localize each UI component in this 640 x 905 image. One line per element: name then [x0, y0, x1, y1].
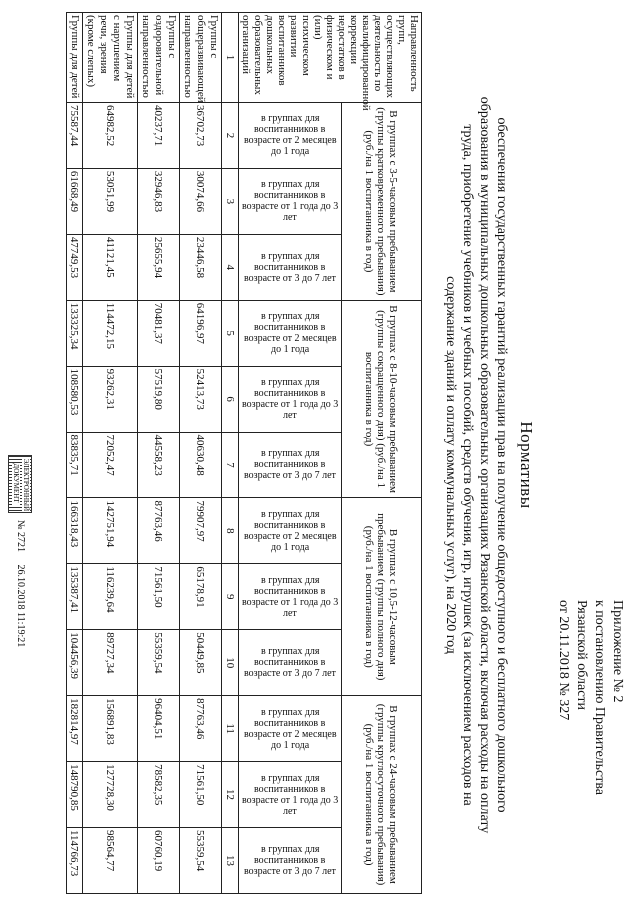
table-cell: 98564,77 — [83, 827, 138, 893]
appendix-block — [554, 600, 626, 890]
table-cell: 30074,66 — [180, 168, 222, 234]
age-subheader: в группах для воспитанников в возрасте от 2 месяцев до 1 года — [239, 300, 342, 366]
table-cell: 71561,50 — [180, 762, 222, 828]
age-subheader: в группах для воспитанников в возрасте от 1 года до 3 лет — [239, 564, 342, 630]
table-cell: 36702,73 — [180, 103, 222, 169]
table-cell: 70481,37 — [138, 300, 180, 366]
column-number-row — [222, 13, 239, 894]
table-cell: 89727,34 — [83, 630, 138, 696]
table-cell: 79907,97 — [180, 498, 222, 564]
table-cell: 104456,39 — [67, 630, 83, 696]
table-cell: 114472,15 — [83, 300, 138, 366]
table-cell: 64982,52 — [83, 103, 138, 169]
column-number: 8 — [222, 498, 239, 564]
table-cell: 127728,30 — [83, 762, 138, 828]
age-subheader: в группах для воспитанников в возрасте от 1 года до 3 лет — [239, 168, 342, 234]
age-subheader: в группах для воспитанников в возрасте от 2 месяцев до 1 года — [239, 103, 342, 169]
table-cell: 40237,71 — [138, 103, 180, 169]
age-subheader: в группах для воспитанников в возрасте от 3 до 7 лет — [239, 234, 342, 300]
table-cell: 93262,31 — [83, 366, 138, 432]
table-cell: 135387,41 — [67, 564, 83, 630]
group-header: В группах с 24-часовым пребыванием (группы круглосуточного пребывания) (руб./на 1 воспитанника в год) — [342, 696, 422, 894]
column-number: 13 — [222, 827, 239, 893]
table-cell: 25655,94 — [138, 234, 180, 300]
appendix-line: к постановлению Правительства — [592, 600, 607, 796]
table-cell: 78582,35 — [138, 762, 180, 828]
table-cell: 114766,73 — [67, 827, 83, 893]
document-subtitle: обеспечения государственных гарантий реализации прав на получение общедоступного и бесплатного дошкольного образования в муниципальных дошкольных образовательных организациях Рязанской области, включая расходы на оплату труда, приобретение учебников и учебных пособий, средств обучения, игр, игрушек (за исключением расходов на содержание зданий и оплату коммунальных услуг), на 2020 год — [443, 96, 509, 834]
column-number: 1 — [222, 13, 239, 103]
column-number: 7 — [222, 432, 239, 498]
table-cell: 61668,49 — [67, 168, 83, 234]
column-number: 4 — [222, 234, 239, 300]
table-cell: 182814,97 — [67, 696, 83, 762]
table-cell: 96404,51 — [138, 696, 180, 762]
row-label: Группы с общеразвивающей направленностью — [180, 13, 222, 103]
table-cell: 166318,43 — [67, 498, 83, 564]
registration-footer — [15, 520, 26, 657]
age-subheader: в группах для воспитанников в возрасте от 1 года до 3 лет — [239, 762, 342, 828]
table-cell: 50449,85 — [180, 630, 222, 696]
table-cell: 60760,19 — [138, 827, 180, 893]
table-row — [67, 13, 83, 894]
age-subheader: в группах для воспитанников в возрасте от 3 до 7 лет — [239, 827, 342, 893]
column-number: 12 — [222, 762, 239, 828]
table-cell: 41121,45 — [83, 234, 138, 300]
appendix-line: от 20.11.2018 № 327 — [556, 600, 571, 721]
row-header-cell: Направленность групп, осуществляющих деятельность по квалифицированной коррекции недостатков в физическом и (или) психическом развитии воспитанников дошкольных образовательных организаций — [239, 13, 422, 103]
table-cell: 55359,54 — [138, 630, 180, 696]
registration-number: № 2721 — [15, 520, 26, 553]
table-body — [67, 13, 222, 894]
age-subheader: в группах для воспитанников в возрасте от 2 месяцев до 1 года — [239, 696, 342, 762]
age-subheader: в группах для воспитанников в возрасте от 1 года до 3 лет — [239, 366, 342, 432]
table-cell: 57519,80 — [138, 366, 180, 432]
table-cell: 40630,48 — [180, 432, 222, 498]
column-number: 11 — [222, 696, 239, 762]
age-subheader: в группах для воспитанников в возрасте от 3 до 7 лет — [239, 630, 342, 696]
registration-datetime: 26.10.2018 11:19:21 — [15, 564, 26, 648]
norms-table — [66, 12, 422, 894]
title-block — [442, 95, 536, 835]
table-row — [83, 13, 138, 894]
column-number: 2 — [222, 103, 239, 169]
table-row — [180, 13, 222, 894]
table-cell: 116239,64 — [83, 564, 138, 630]
table-cell: 65178,91 — [180, 564, 222, 630]
appendix-line: Рязанской области — [574, 600, 589, 711]
group-header: В группах с 3-5-часовым пребыванием (группы кратковременного пребывания) (руб./на 1 воспитанника в год) — [342, 103, 422, 301]
column-number: 3 — [222, 168, 239, 234]
table-cell: 87763,46 — [138, 498, 180, 564]
group-header: В группах с 8-10-часовым пребыванием (группы сокращенного дня) (руб./на 1 воспитанника в год) — [342, 300, 422, 498]
table-cell: 64196,97 — [180, 300, 222, 366]
column-number: 10 — [222, 630, 239, 696]
table-cell: 148790,85 — [67, 762, 83, 828]
table-cell: 142751,94 — [83, 498, 138, 564]
age-subheader: в группах для воспитанников в возрасте от 3 до 7 лет — [239, 432, 342, 498]
table-cell: 44558,23 — [138, 432, 180, 498]
age-subheader: в группах для воспитанников в возрасте от 2 месяцев до 1 года — [239, 498, 342, 564]
table-cell: 72052,47 — [83, 432, 138, 498]
group-header: В группах с 10,5-12-часовым пребыванием (группы полного дня) (руб./на 1 воспитанника в год) — [342, 498, 422, 696]
row-label: Группы с оздоровительной направленностью — [138, 13, 180, 103]
table-cell: 23446,58 — [180, 234, 222, 300]
table-cell: 55359,54 — [180, 827, 222, 893]
table-cell: 156891,83 — [83, 696, 138, 762]
appendix-line: Приложение № 2 — [610, 600, 625, 703]
row-label: Группы для детей с нарушением речи, зрения (кроме слепых) — [83, 13, 138, 103]
table-cell: 47749,53 — [67, 234, 83, 300]
table-cell: 108580,53 — [67, 366, 83, 432]
document-title: Нормативы — [517, 421, 536, 509]
table-cell: 52413,73 — [180, 366, 222, 432]
column-number: 5 — [222, 300, 239, 366]
table-cell: 83835,71 — [67, 432, 83, 498]
row-label: Группы для детей — [67, 13, 83, 103]
table-cell: 32946,83 — [138, 168, 180, 234]
table-cell: 75587,44 — [67, 103, 83, 169]
electronic-document-stamp: ЭЛЕКТРОННЫЙ ДОКУМЕНТ — [8, 455, 32, 513]
column-number: 6 — [222, 366, 239, 432]
table-cell: 71561,50 — [138, 564, 180, 630]
table-cell: 53051,99 — [83, 168, 138, 234]
column-number: 9 — [222, 564, 239, 630]
table-row — [138, 13, 180, 894]
table-cell: 133325,34 — [67, 300, 83, 366]
table-cell: 87763,46 — [180, 696, 222, 762]
